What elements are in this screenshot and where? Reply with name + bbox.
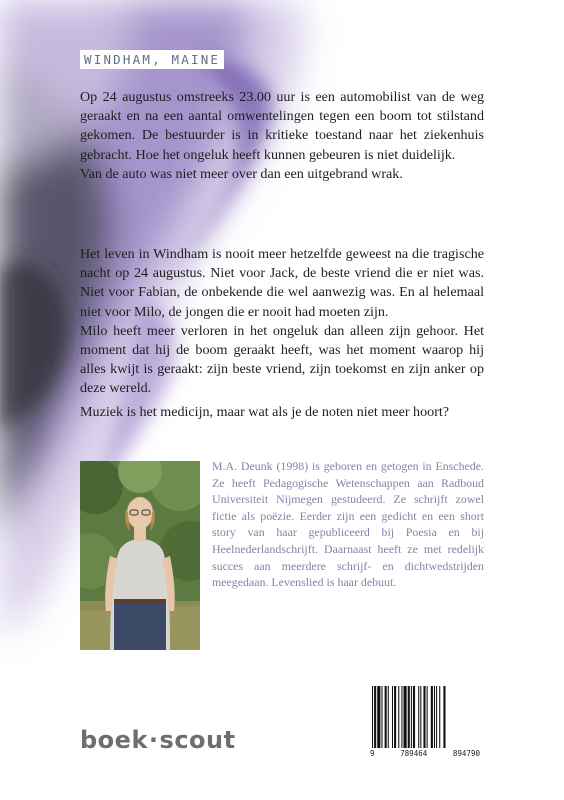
paragraph-accident: Op 24 augustus omstreeks 23.00 uur is een automobilist van de weg geraakt en na een aantal omwentelingen tegen een boom tot stilstand gekomen. De bestuurder is in kritieke toestand naar het ziekenhuis gebracht. Hoe het ongeluk heeft kunnen gebeuren is niet duidelijk.: [80, 89, 484, 163]
publisher-logo: [80, 726, 236, 754]
paragraph-wreck: Van de auto was niet meer over dan een uitgebrand wrak.: [80, 165, 403, 182]
logo-dot: ·: [148, 726, 159, 754]
author-bio: M.A. Deunk (1998) is geboren en getogen in Enschede. Ze heeft Pedagogische Wetenschappen aan Radboud Universiteit Nijmegen gestudeerd. Ze schrijft zowel fictie als poëzie. Eerder zijn een gedicht en een short story van haar gepubliceerd bij Poesia en bij Heelnederlandschrijft. Daarnaast heeft ze met redelijk succes aan meerdere schrijf- en dichtwedstrijden meegedaan. Levenslied is haar debuut.: [212, 459, 484, 590]
paragraph-milo: Milo heeft meer verloren in het ongeluk dan alleen zijn gehoor. Het moment dat hij de boom geraakt heeft, was het moment waarop hij alles kwijt is geraakt: zijn beste vriend, zijn toekomst en zijn anker op deze wereld.: [80, 322, 484, 397]
barcode-group-right: 894790: [452, 749, 480, 758]
barcode-number: [370, 749, 480, 758]
logo-part-boek: boek: [80, 726, 148, 754]
author-photo: [80, 461, 200, 650]
paragraph-windham: Het leven in Windham is nooit meer hetzelfde geweest na die tragische nacht op 24 augustus. Niet voor Jack, de beste vriend die er niet was. Niet voor Fabian, de onbekende die wel aanwezig was. En al helemaal niet voor Milo, de jongen die er nooit had moeten zijn.: [80, 246, 484, 320]
blurb-story: [80, 245, 484, 399]
barcode-group-left: 789464: [400, 749, 428, 758]
logo-part-scout: scout: [159, 726, 236, 754]
tagline: Muziek is het medicijn, maar wat als je de noten niet meer hoort?: [80, 404, 450, 420]
barcode-bars: [370, 686, 480, 748]
isbn-barcode: [366, 680, 484, 766]
barcode-digit-lead: 9: [370, 749, 375, 758]
blurb-tagline: [80, 403, 484, 422]
blurb-intro: [80, 88, 484, 184]
place-label: WINDHAM, MAINE: [80, 50, 224, 69]
